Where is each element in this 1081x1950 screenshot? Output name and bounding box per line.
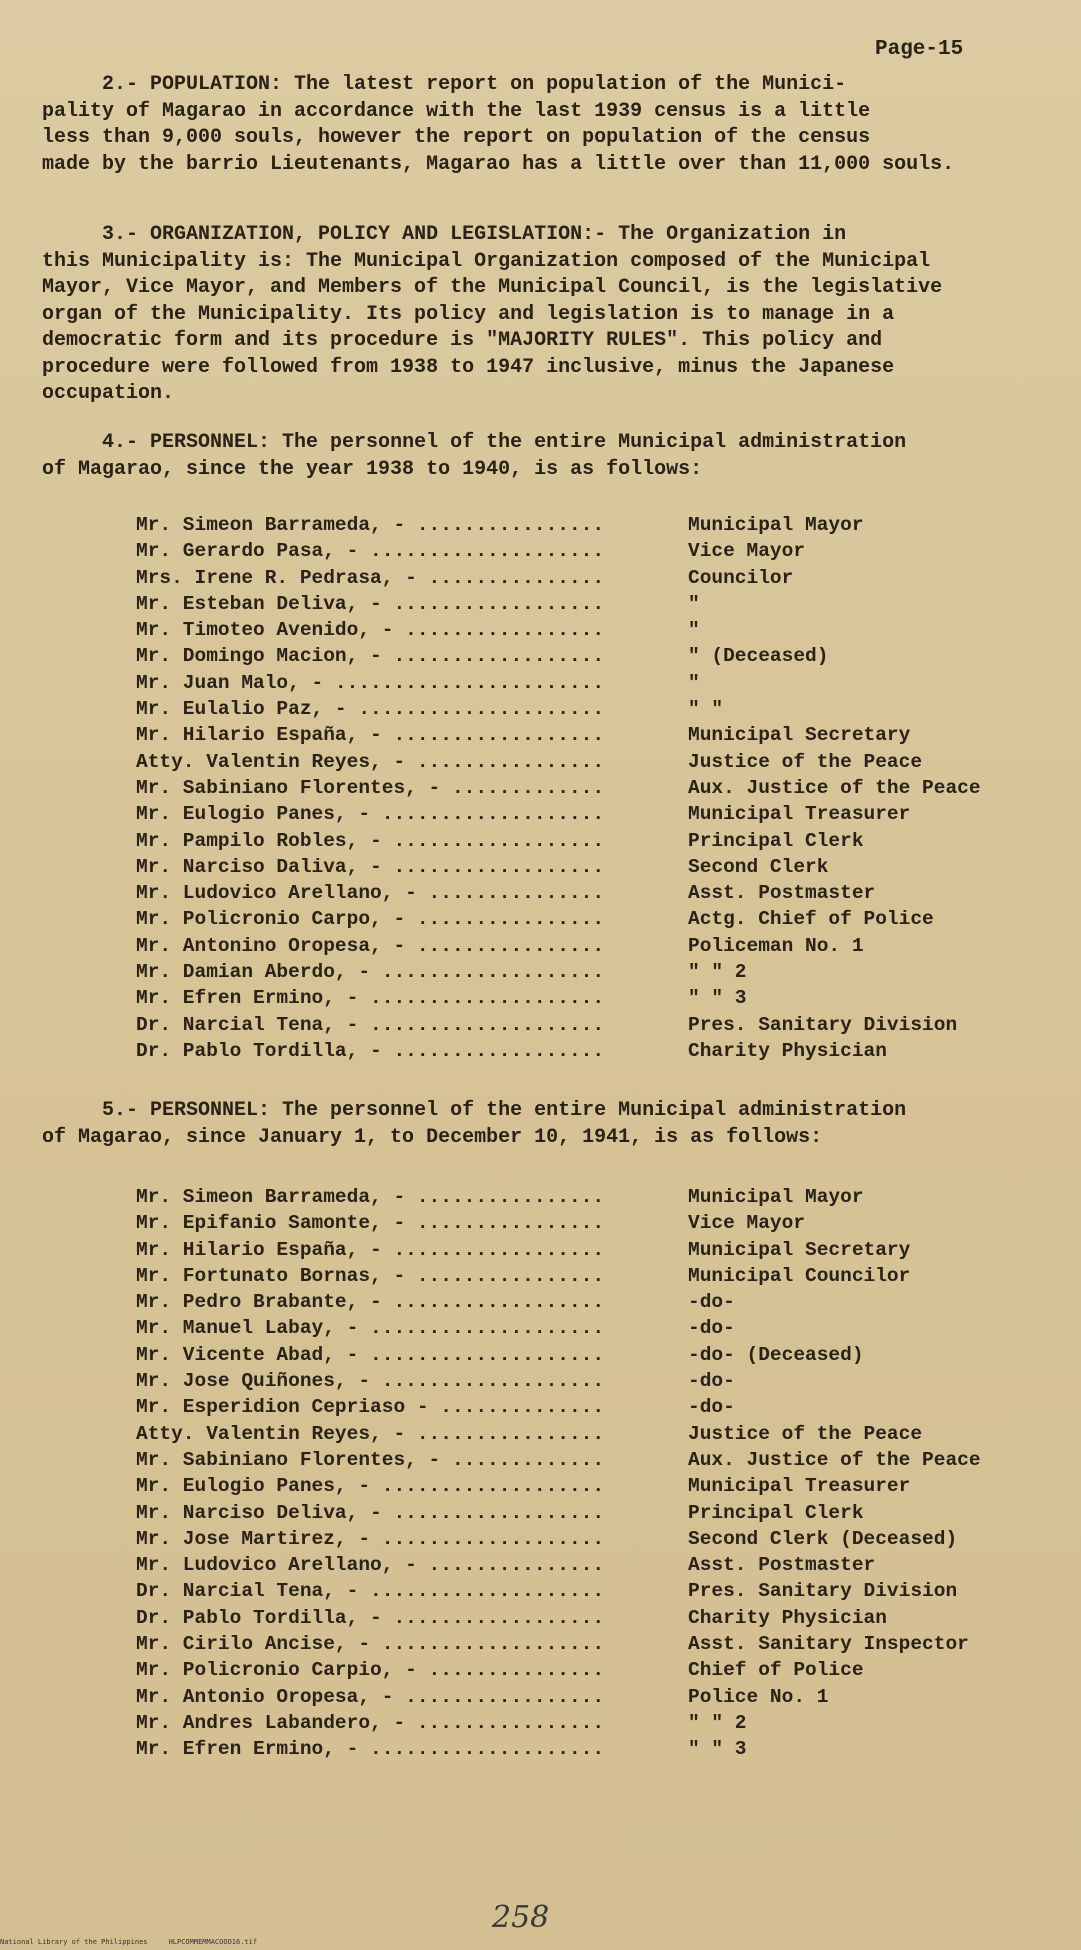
personnel-position: -do- — [688, 1396, 735, 1419]
personnel-position: Municipal Treasurer — [688, 803, 911, 826]
personnel-position: Asst. Sanitary Inspector — [688, 1633, 969, 1656]
personnel-position: " — [688, 671, 700, 694]
personnel-position: " " — [688, 698, 724, 721]
personnel-position: Municipal Councilor — [688, 1264, 911, 1287]
personnel-row — [136, 987, 1036, 1013]
personnel-row — [136, 724, 1036, 750]
personnel-name: Mr. Epifanio Samonte, - ................ — [136, 1212, 605, 1235]
personnel-name: Dr. Narcial Tena, - .................... — [136, 1013, 605, 1036]
personnel-row — [136, 1344, 1036, 1370]
personnel-name: Mr. Manuel Labay, - .................... — [136, 1317, 605, 1340]
personnel-1941-intro: 5.- PERSONNEL: The personnel of the entire Municipal administration of Magarao, since January 1, to December 10, 1941, is as follows: — [42, 1099, 907, 1149]
personnel-name: Mr. Ludovico Arellano, - ............... — [136, 882, 605, 905]
personnel-name: Mr. Eulogio Panes, - ................... — [136, 803, 605, 826]
personnel-name: Atty. Valentin Reyes, - ................ — [136, 1422, 605, 1445]
personnel-name: Dr. Pablo Tordilla, - .................. — [136, 1039, 605, 1062]
personnel-position: " " 3 — [688, 1738, 747, 1761]
personnel-row — [136, 777, 1036, 803]
personnel-name: Mr. Gerardo Pasa, - .................... — [136, 540, 605, 563]
personnel-position: " — [688, 619, 700, 642]
archive-footer: National Library of the Philippines HLPCOMMEMMACOOO16.tif — [0, 1938, 258, 1946]
personnel-position: Pres. Sanitary Division — [688, 1580, 958, 1603]
personnel-row — [136, 1738, 1036, 1764]
personnel-position: Councilor — [688, 566, 794, 589]
personnel-name: Mr. Ludovico Arellano, - ............... — [136, 1554, 605, 1577]
personnel-position: Actg. Chief of Police — [688, 908, 934, 931]
personnel-position: Municipal Secretary — [688, 724, 911, 747]
personnel-name: Mrs. Irene R. Pedrasa, - ............... — [136, 566, 605, 589]
personnel-position: -do- — [688, 1291, 735, 1314]
personnel-name: Mr. Pedro Brabante, - .................. — [136, 1291, 605, 1314]
personnel-position: -do- (Deceased) — [688, 1343, 864, 1366]
personnel-position: Vice Mayor — [688, 1212, 806, 1235]
personnel-row — [136, 1040, 1036, 1066]
personnel-1938-intro: 4.- PERSONNEL: The personnel of the entire Municipal administration of Magarao, since the year 1938 to 1940, is as follows: — [42, 431, 907, 481]
personnel-row — [136, 1449, 1036, 1475]
personnel-position: Policeman No. 1 — [688, 934, 864, 957]
personnel-row — [136, 1014, 1036, 1040]
page-number: Page-15 — [875, 38, 964, 61]
personnel-row — [136, 1607, 1036, 1633]
personnel-row — [136, 1291, 1036, 1317]
personnel-name: Mr. Pampilo Robles, - .................. — [136, 829, 605, 852]
personnel-row — [136, 751, 1036, 777]
personnel-position: Aux. Justice of the Peace — [688, 776, 981, 799]
personnel-name: Mr. Efren Ermino, - .................... — [136, 1738, 605, 1761]
personnel-name: Mr. Hilario España, - .................. — [136, 724, 605, 747]
personnel-row — [136, 672, 1036, 698]
personnel-name: Mr. Narciso Daliva, - .................. — [136, 855, 605, 878]
handwritten-page-number: 258 — [492, 1900, 550, 1935]
personnel-row — [136, 645, 1036, 671]
personnel-name: Mr. Vicente Abad, - .................... — [136, 1343, 605, 1366]
personnel-name: Mr. Jose Martirez, - ................... — [136, 1527, 605, 1550]
personnel-position: Vice Mayor — [688, 540, 806, 563]
personnel-row — [136, 1712, 1036, 1738]
personnel-name: Mr. Jose Quiñones, - ................... — [136, 1370, 605, 1393]
personnel-row — [136, 935, 1036, 961]
personnel-name: Mr. Simeon Barrameda, - ................ — [136, 1186, 605, 1208]
personnel-row — [136, 593, 1036, 619]
personnel-row — [136, 908, 1036, 934]
personnel-row — [136, 830, 1036, 856]
personnel-position: " " 2 — [688, 1711, 747, 1734]
personnel-name: Mr. Simeon Barrameda, - ................ — [136, 514, 605, 536]
personnel-position: " " 2 — [688, 961, 747, 984]
personnel-name: Mr. Sabiniano Florentes, - ............. — [136, 1448, 605, 1471]
personnel-1941-list — [136, 1186, 1036, 1765]
personnel-name: Dr. Narcial Tena, - .................... — [136, 1580, 605, 1603]
personnel-position: Second Clerk (Deceased) — [688, 1527, 958, 1550]
personnel-name: Dr. Pablo Tordilla, - .................. — [136, 1606, 605, 1629]
personnel-row — [136, 698, 1036, 724]
personnel-row — [136, 1212, 1036, 1238]
personnel-position: Justice of the Peace — [688, 1422, 923, 1445]
personnel-row — [136, 1265, 1036, 1291]
personnel-row — [136, 567, 1036, 593]
personnel-name: Mr. Esperidion Cepriaso - .............. — [136, 1396, 605, 1419]
population-paragraph: 2.- POPULATION: The latest report on population of the Munici- pality of Magarao in accordance with the last 1939 census is a little less than 9,000 souls, however the report on population of the census made by the barrio Lieutenants, Magarao has a little over than 11,000 souls. — [42, 73, 955, 176]
personnel-name: Mr. Sabiniano Florentes, - ............. — [136, 776, 605, 799]
personnel-position: Municipal Mayor — [688, 514, 864, 536]
personnel-row — [136, 1528, 1036, 1554]
personnel-name: Mr. Policronio Carpo, - ................ — [136, 908, 605, 931]
personnel-name: Mr. Eulogio Panes, - ................... — [136, 1475, 605, 1498]
personnel-name: Mr. Juan Malo, - ....................... — [136, 671, 605, 694]
personnel-name: Mr. Narciso Deliva, - .................. — [136, 1501, 605, 1524]
personnel-position: Asst. Postmaster — [688, 882, 876, 905]
personnel-row — [136, 1580, 1036, 1606]
personnel-name: Mr. Eulalio Paz, - ..................... — [136, 698, 605, 721]
personnel-row — [136, 1633, 1036, 1659]
personnel-row — [136, 514, 1036, 540]
personnel-position: Charity Physician — [688, 1606, 887, 1629]
personnel-name: Mr. Andres Labandero, - ................ — [136, 1711, 605, 1734]
personnel-row — [136, 1659, 1036, 1685]
personnel-row — [136, 1370, 1036, 1396]
personnel-row — [136, 1186, 1036, 1212]
personnel-row — [136, 1554, 1036, 1580]
personnel-position: Municipal Treasurer — [688, 1475, 911, 1498]
personnel-name: Mr. Cirilo Ancise, - ................... — [136, 1633, 605, 1656]
personnel-row — [136, 882, 1036, 908]
personnel-position: Principal Clerk — [688, 829, 864, 852]
personnel-position: Aux. Justice of the Peace — [688, 1448, 981, 1471]
personnel-name: Mr. Domingo Macion, - .................. — [136, 645, 605, 668]
organization-paragraph: 3.- ORGANIZATION, POLICY AND LEGISLATION:- The Organization in this Municipality is: The Municipal Organization composed of the Municipal Mayor, Vice Mayor, and Members of the Municipal Council, is the legislative organ of the Municipality. Its policy and legislation is to manage in a democratic form and its procedure is "MAJORITY RULES". This policy and procedure were followed from 1938 to 1947 inclusive, minus the Japanese occupation. — [42, 223, 943, 405]
personnel-position: -do- — [688, 1317, 735, 1340]
personnel-position: Municipal Secretary — [688, 1238, 911, 1261]
personnel-row — [136, 856, 1036, 882]
personnel-1938-list — [136, 514, 1036, 1066]
personnel-position: " " 3 — [688, 987, 747, 1010]
personnel-row — [136, 1423, 1036, 1449]
personnel-row — [136, 619, 1036, 645]
personnel-position: Pres. Sanitary Division — [688, 1013, 958, 1036]
personnel-row — [136, 1502, 1036, 1528]
personnel-position: -do- — [688, 1370, 735, 1393]
personnel-position: Chief of Police — [688, 1659, 864, 1682]
personnel-row — [136, 1239, 1036, 1265]
personnel-name: Mr. Antonio Oropesa, - ................. — [136, 1685, 605, 1708]
personnel-row — [136, 803, 1036, 829]
personnel-name: Mr. Antonino Oropesa, - ................ — [136, 934, 605, 957]
personnel-position: Asst. Postmaster — [688, 1554, 876, 1577]
personnel-position: " (Deceased) — [688, 645, 829, 668]
personnel-row — [136, 1317, 1036, 1343]
personnel-position: Municipal Mayor — [688, 1186, 864, 1208]
personnel-position: Charity Physician — [688, 1039, 887, 1062]
personnel-row — [136, 540, 1036, 566]
personnel-name: Mr. Fortunato Bornas, - ................ — [136, 1264, 605, 1287]
personnel-position: Principal Clerk — [688, 1501, 864, 1524]
personnel-position: " — [688, 592, 700, 615]
personnel-row — [136, 1396, 1036, 1422]
personnel-name: Mr. Policronio Carpio, - ............... — [136, 1659, 605, 1682]
personnel-name: Mr. Esteban Deliva, - .................. — [136, 592, 605, 615]
personnel-name: Atty. Valentin Reyes, - ................ — [136, 750, 605, 773]
personnel-name: Mr. Timoteo Avenido, - ................. — [136, 619, 605, 642]
personnel-row — [136, 1475, 1036, 1501]
personnel-position: Second Clerk — [688, 855, 829, 878]
personnel-row — [136, 961, 1036, 987]
personnel-name: Mr. Efren Ermino, - .................... — [136, 987, 605, 1010]
personnel-name: Mr. Damian Aberdo, - ................... — [136, 961, 605, 984]
personnel-position: Police No. 1 — [688, 1685, 829, 1708]
personnel-position: Justice of the Peace — [688, 750, 923, 773]
personnel-name: Mr. Hilario España, - .................. — [136, 1238, 605, 1261]
personnel-row — [136, 1686, 1036, 1712]
